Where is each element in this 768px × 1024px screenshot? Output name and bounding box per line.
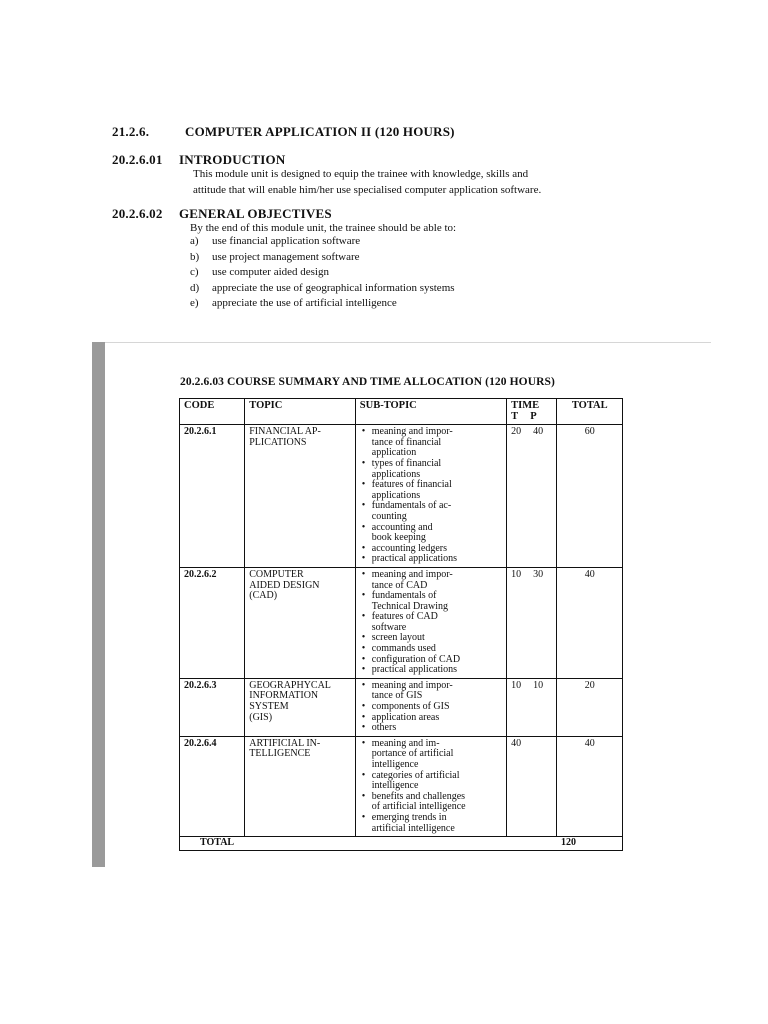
total-value: 120 [557,837,623,851]
list-item: • accounting ledgers [360,544,502,555]
introduction-number: 20.2.6.01 [112,152,163,167]
list-item: • screen layout [360,633,502,644]
cell-topic: ARTIFICIAL IN- TELLIGENCE [245,736,356,836]
table-row [180,736,623,836]
section-heading [112,124,455,140]
scan-left-border [92,342,105,867]
table-row [180,678,623,736]
section-title: COMPUTER APPLICATION II (120 HOURS) [185,124,455,139]
introduction-line: This module unit is designed to equip the trainee with knowledge, skills and [193,168,529,180]
introduction-title: INTRODUCTION [179,152,286,167]
cell-subtopics [355,567,506,678]
subtopic-list [360,681,502,734]
cell-total: 60 [557,425,623,568]
header-total: TOTAL [557,399,623,425]
cell-subtopics [355,678,506,736]
cell-topic: FINANCIAL AP- PLICATIONS [245,425,356,568]
time-theory: 40 [511,737,522,749]
cell-subtopics [355,425,506,568]
list-item: • categories of artificial intelligence [360,771,502,792]
cell-time [507,425,557,568]
table-total-row [180,837,623,851]
cell-time [507,736,557,836]
cell-time [507,567,557,678]
cell-code: 20.2.6.2 [180,567,245,678]
introduction-paragraph [193,167,541,198]
header-time: TIME T P [507,399,557,425]
list-item: • fundamentals of Technical Drawing [360,591,502,612]
course-table-body [180,425,623,851]
course-summary-title: 20.2.6.03 COURSE SUMMARY AND TIME ALLOCATION (120 HOURS) [180,376,555,388]
list-item: • others [360,723,502,734]
list-item: a) use financial application software [190,235,361,247]
cell-code: 20.2.6.1 [180,425,245,568]
section-number: 21.2.6. [112,124,150,139]
subtopic-list [360,427,502,565]
cell-code: 20.2.6.4 [180,736,245,836]
introduction-heading [112,152,285,168]
list-item: • application areas [360,713,502,724]
time-practical: 30 [533,568,544,580]
list-item: • features of CAD software [360,612,502,633]
list-item: • benefits and challenges of artificial intelligence [360,792,502,813]
objectives-lead: By the end of this module unit, the trainee should be able to: [190,222,457,234]
introduction-line: attitude that will enable him/her use specialised computer application software. [193,183,542,196]
list-item: • meaning and impor- tance of CAD [360,570,502,591]
cell-total: 40 [557,736,623,836]
cell-code: 20.2.6.3 [180,678,245,736]
subtopic-list [360,570,502,676]
header-time-p: P [530,410,537,422]
list-item: d) appreciate the use of geographical information systems [190,281,455,294]
header-topic: TOPIC [245,399,356,425]
header-time-t: T [511,410,519,422]
table-row [180,425,623,568]
list-item: • emerging trends in artificial intelligence [360,813,502,834]
course-summary-table [179,398,623,851]
time-theory: 10 [511,568,522,580]
list-item: • commands used [360,644,502,655]
header-code: CODE [180,399,245,425]
table-header-row [180,399,623,425]
table-row [180,567,623,678]
cell-topic: GEOGRAPHYCAL INFORMATION SYSTEM (GIS) [245,678,356,736]
total-label: TOTAL [180,837,356,851]
time-practical: 40 [533,426,544,438]
cell-topic: COMPUTER AIDED DESIGN (CAD) [245,567,356,678]
scan-top-divider [105,342,711,343]
objectives-list [190,234,455,312]
time-practical: 10 [533,679,544,691]
list-item: • fundamentals of ac- counting [360,501,502,522]
list-item: • components of GIS [360,702,502,713]
cell-total: 20 [557,678,623,736]
objectives-number: 20.2.6.02 [112,206,163,221]
list-item: • configuration of CAD [360,655,502,666]
list-item: • features of financial applications [360,480,502,501]
list-item: c) use computer aided design [190,266,329,279]
subtopic-list [360,739,502,834]
list-item: e) appreciate the use of artificial intelligence [190,297,397,310]
cell-time [507,678,557,736]
list-item: b) use project management software [190,250,360,263]
list-item: • meaning and im- portance of artificial intelligence [360,739,502,771]
list-item: • accounting and book keeping [360,523,502,544]
objectives-heading [112,206,332,222]
time-theory: 10 [511,679,522,691]
list-item: • types of financial applications [360,459,502,480]
list-item: • meaning and impor- tance of financial application [360,427,502,459]
list-item: • practical applications [360,554,502,565]
objectives-title: GENERAL OBJECTIVES [179,206,332,221]
header-subtopic: SUB-TOPIC [355,399,506,425]
list-item: • meaning and impor- tance of GIS [360,681,502,702]
time-theory: 20 [511,426,522,438]
cell-subtopics [355,736,506,836]
cell-total: 40 [557,567,623,678]
list-item: • practical applications [360,665,502,676]
